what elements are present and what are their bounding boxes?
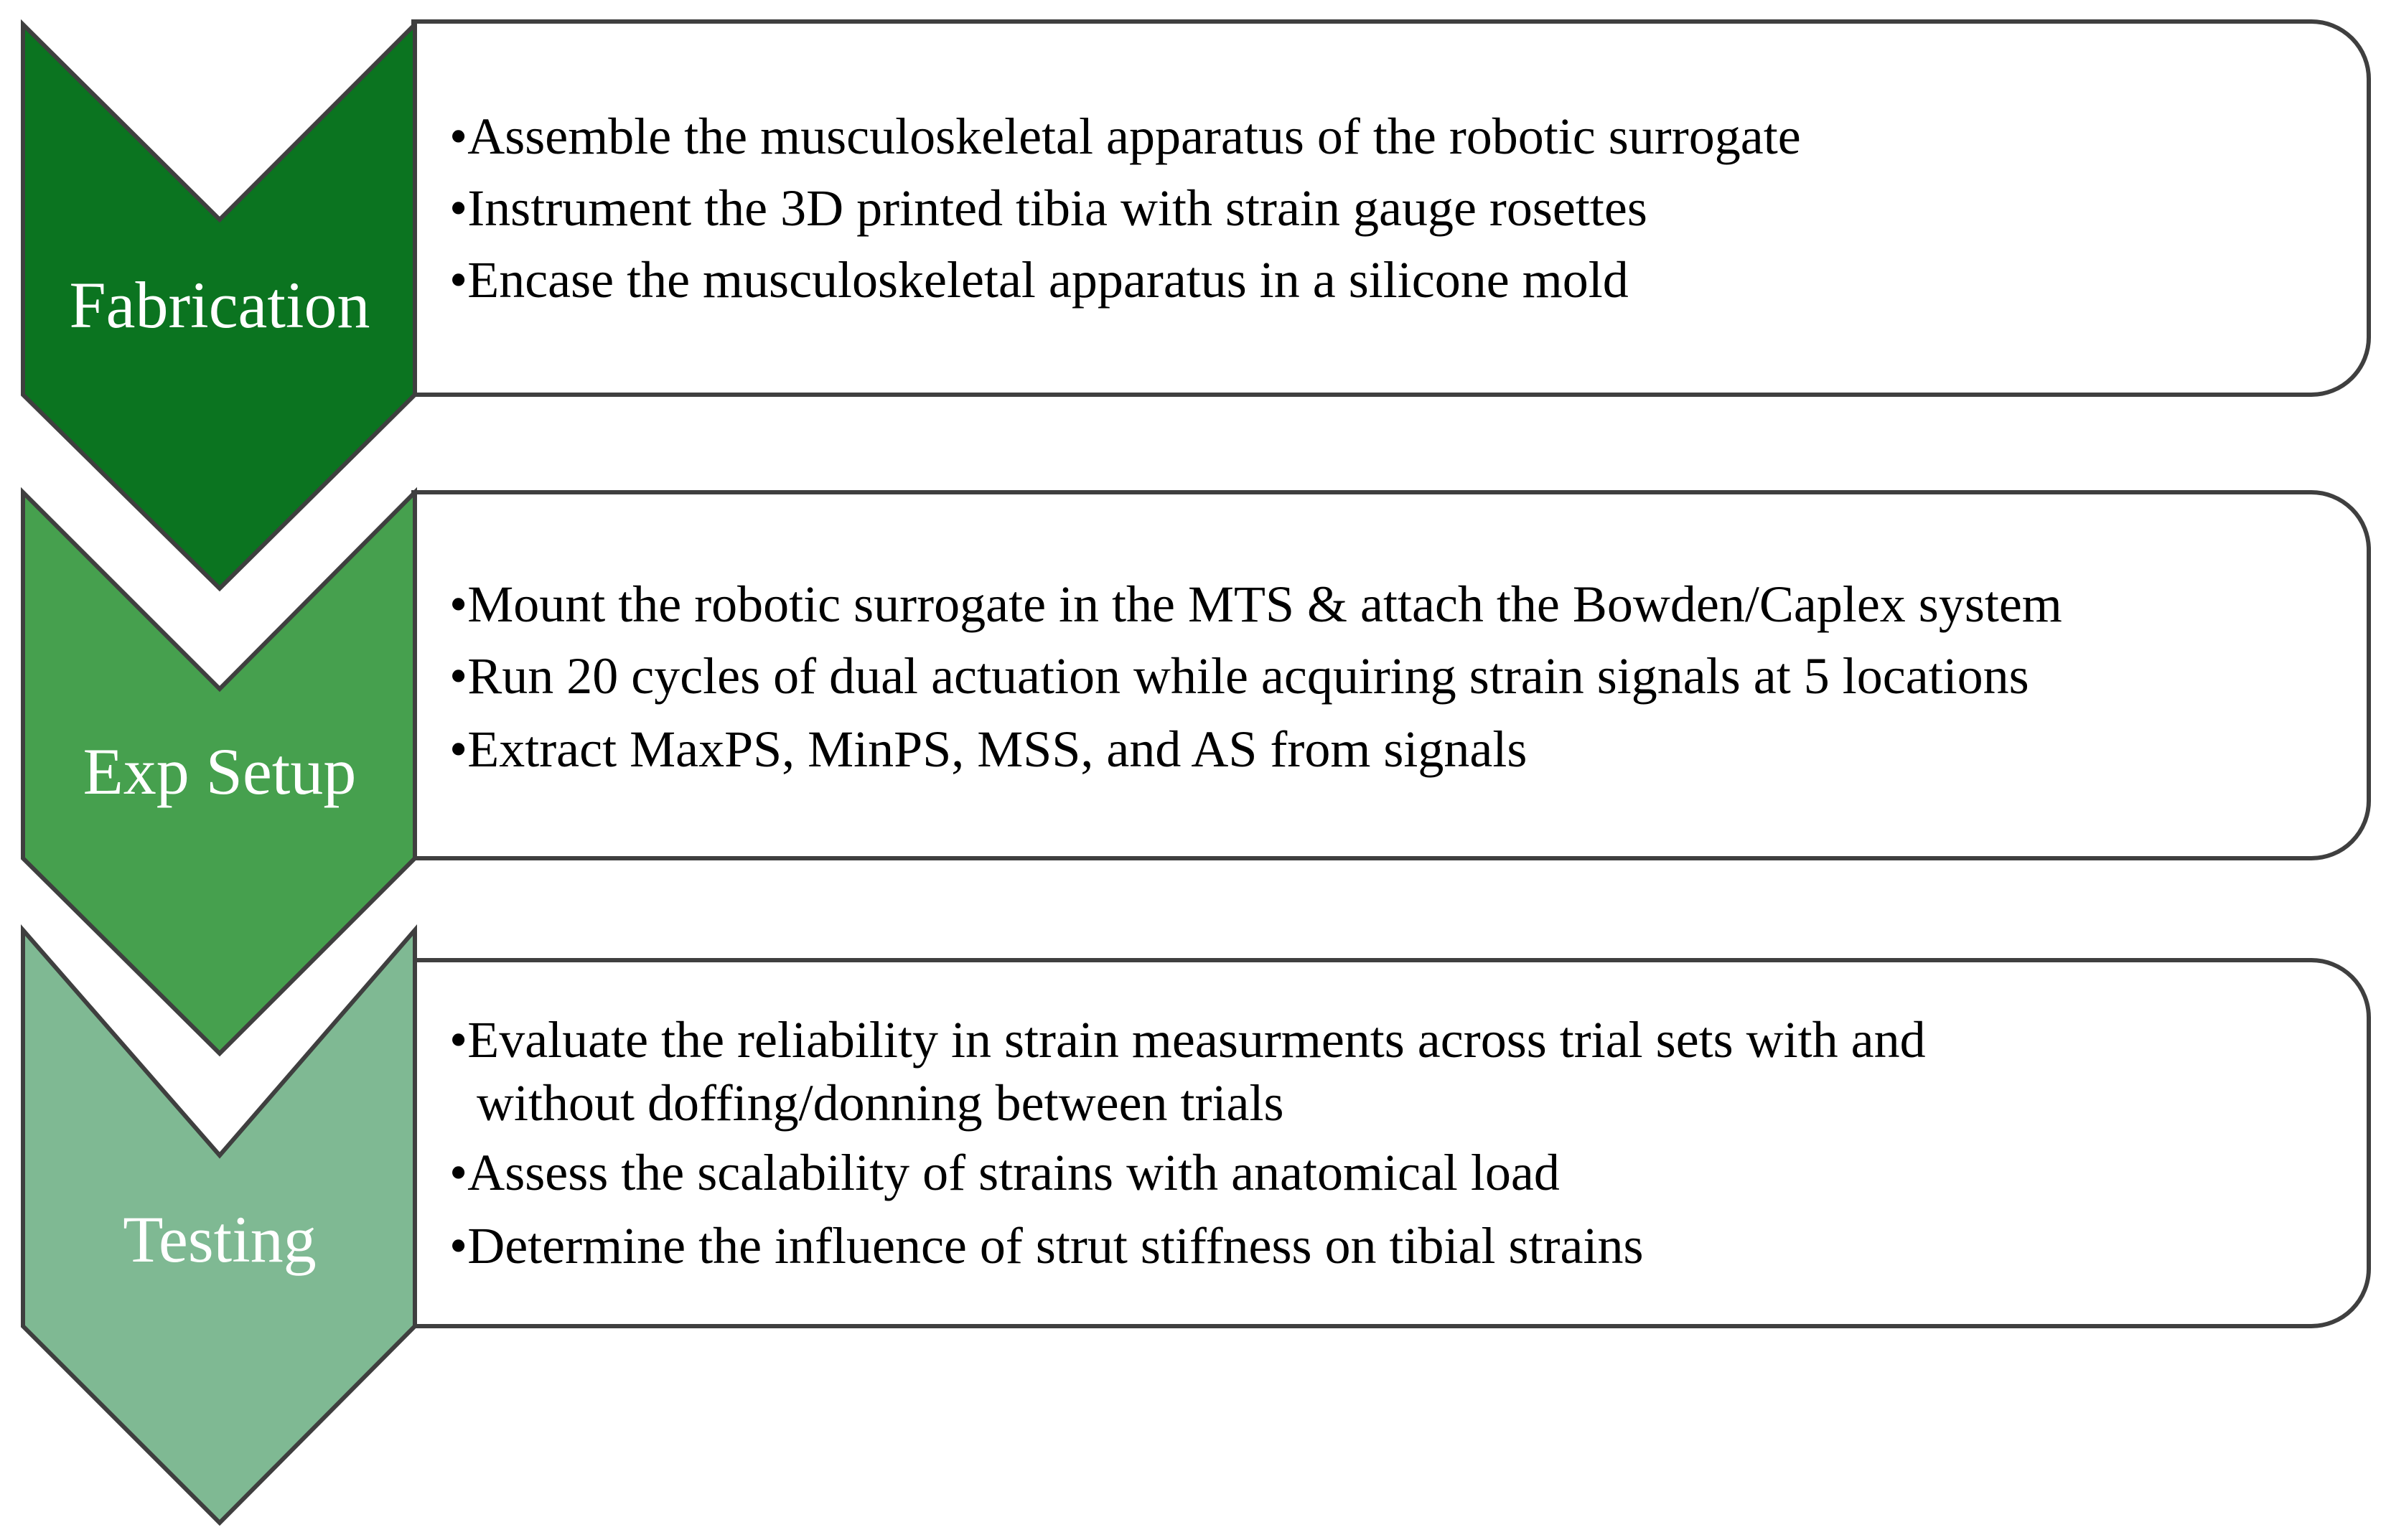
- fabrication-bullet-3: •Encase the musculoskeletal apparatus in a silicone mold: [449, 251, 1629, 309]
- testing-bullet-3: •Determine the influence of strut stiffness on tibial strains: [449, 1217, 1644, 1274]
- exp-setup-bullet-3: •Extract MaxPS, MinPS, MSS, and AS from signals: [449, 720, 1527, 778]
- exp-setup-bullet-1: •Mount the robotic surrogate in the MTS & attach the Bowden/Caplex system: [449, 576, 2062, 633]
- fabrication-bullet-1: •Assemble the musculoskeletal apparatus of the robotic surrogate: [449, 108, 1801, 165]
- testing-bullet-2: •Assess the scalability of strains with anatomical load: [449, 1144, 1560, 1201]
- testing-bullet-1: •Evaluate the reliability in strain measurments across trial sets with and without doffing/donning between trials: [449, 1011, 1926, 1132]
- testing-stage-label: Testing: [123, 1203, 317, 1276]
- fabrication-stage-label: Fabrication: [69, 268, 370, 342]
- exp-setup-stage-label: Exp Setup: [83, 735, 357, 808]
- stage-testing: [23, 930, 2369, 1523]
- exp-setup-bullet-2: •Run 20 cycles of dual actuation while acquiring strain signals at 5 locations: [449, 647, 2029, 705]
- fabrication-bullet-2: •Instrument the 3D printed tibia with strain gauge rosettes: [449, 179, 1647, 237]
